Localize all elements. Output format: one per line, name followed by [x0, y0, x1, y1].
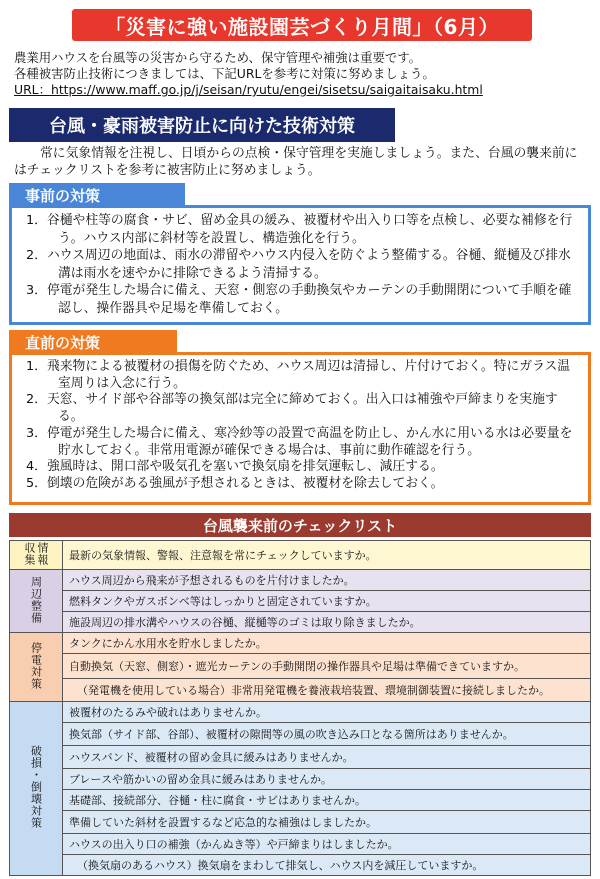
checklist-item: 換気部（サイド部、谷部）、被覆材の隙間等の風の吹き込み口となる箇所はありませんか。 [63, 723, 591, 746]
category-surroundings: 周辺整備 [10, 570, 63, 633]
table-row [10, 541, 591, 570]
list-item: 3．停電が発生した場合に備え、寒冷紗等の設置で高温を防止し、かん水に用いる水は必要量を貯水しておく。非常用電源が確保できる場合は、事前に動作確認を行う。 [26, 425, 573, 458]
checklist-item: ハウス周辺から飛来が予想されるものを片付けましたか。 [63, 570, 591, 591]
checklist-item: ハウスの出入り口の補強（かんぬき等）や戸締まりはしましたか。 [63, 834, 591, 855]
list-item: 2．天窓、サイド部や谷部等の換気部は完全に締めておく。出入口は補強や戸締まりを実施する。 [26, 392, 558, 425]
list-item: 1．谷樋や柱等の腐食・サビ、留め金具の緩み、被覆材や出入り口等を点検し、必要な補修を行う。ハウス内部に斜材等を設置し、構造強化を行う。 [26, 213, 573, 246]
table-row [10, 633, 591, 654]
checklist-item: （換気扇のあるハウス）換気扇をまわして排気し、ハウス内を減圧していますか。 [63, 855, 591, 876]
checklist-item: 燃料タンクやガスボンベ等はしっかりと固定されていますか。 [63, 591, 591, 612]
table-row [10, 723, 591, 746]
immediate-measures-box [9, 352, 591, 505]
before-measures-label: 事前の対策 [9, 183, 185, 207]
table-row [10, 591, 591, 612]
table-row [10, 790, 591, 811]
reference-url-link[interactable]: URL：https://www.maff.go.jp/j/seisan/ryutu/engei/sisetsu/saigaitaisaku.html [14, 82, 483, 97]
checklist-title: 台風襲来前のチェックリスト [9, 513, 591, 537]
checklist-item: 被覆材のたるみや破れはありませんか。 [63, 702, 591, 723]
page-title: 「災害に強い施設園芸づくり月間」（6月） [72, 9, 532, 41]
category-info-collection: 情報収集 [10, 541, 63, 570]
list-item: 3．停電が発生した場合に備え、天窓・側窓の手動換気やカーテンの手動開閉について手順を確認し、操作器具や足場を準備しておく。 [26, 283, 572, 316]
table-row [10, 654, 591, 679]
checklist-item: ハウスバンド、被覆材の留め金具に緩みはありませんか。 [63, 746, 591, 769]
table-row [10, 746, 591, 769]
table-row [10, 811, 591, 834]
category-power-outage: 停電対策 [10, 633, 63, 702]
checklist-item: ブレースや筋かいの留め金具に緩みはありませんか。 [63, 769, 591, 790]
checklist-item: 準備していた斜材を設置するなど応急的な補強はしましたか。 [63, 811, 591, 834]
section-title: 台風・豪雨被害防止に向けた技術対策 [9, 108, 395, 142]
table-row [10, 855, 591, 876]
category-damage-collapse: 破損・倒壊対策 [10, 702, 63, 876]
table-row [10, 702, 591, 723]
table-row [10, 570, 591, 591]
immediate-measures-label: 直前の対策 [9, 330, 177, 354]
list-item: 2．ハウス周辺の地面は、雨水の滞留やハウス内侵入を防ぐよう整備する。谷樋、縦樋及び排水溝は雨水を速やかに排除できるよう清掃する。 [26, 248, 571, 281]
checklist-item: 基礎部、接続部分、谷樋・柱に腐食・サビはありませんか。 [63, 790, 591, 811]
intro-line-1: 農業用ハウスを台風等の災害から守るため、保守管理や補強は重要です。 [14, 50, 422, 65]
checklist-table [9, 540, 591, 876]
list-item: 5．倒壊の危険がある強風が予想されるときは、被覆材を除去しておく。 [26, 475, 444, 491]
intro-text [14, 50, 589, 98]
checklist-item: （発電機を使用している場合）非常用発電機を養液栽培装置、環境制御装置に接続しましたか。 [63, 679, 591, 702]
checklist-item: 最新の気象情報、警報、注意報を常にチェックしていますか。 [63, 541, 591, 570]
section-description: 常に気象情報を注視し、日頃からの点検・保守管理を実施しましょう。また、台風の襲来前にはチェックリストを参考に被害防止に努めましょう。 [14, 146, 578, 178]
list-item: 1．飛来物による被覆材の損傷を防ぐため、ハウス周辺は清掃し、片付けておく。特にガラス温室周りは入念に行う。 [26, 359, 571, 391]
before-measures-box [9, 205, 591, 325]
table-row [10, 769, 591, 790]
checklist-item: タンクにかん水用水を貯水しましたか。 [63, 633, 591, 654]
table-row [10, 612, 591, 633]
checklist-item: 自動換気（天窓、側窓）・遮光カーテンの手動開閉の操作器具や足場は準備できていますか。 [63, 654, 591, 679]
checklist-item: 施設周辺の排水溝やハウスの谷樋、縦樋等のゴミは取り除きましたか。 [63, 612, 591, 633]
table-row [10, 679, 591, 702]
table-row [10, 834, 591, 855]
intro-line-2: 各種被害防止技術につきましては、下記URLを参考に対策に努めましょう。 [14, 66, 435, 81]
list-item: 4．強風時は、開口部や吸気孔を塞いで換気扇を排気運転し、減圧する。 [26, 459, 444, 475]
